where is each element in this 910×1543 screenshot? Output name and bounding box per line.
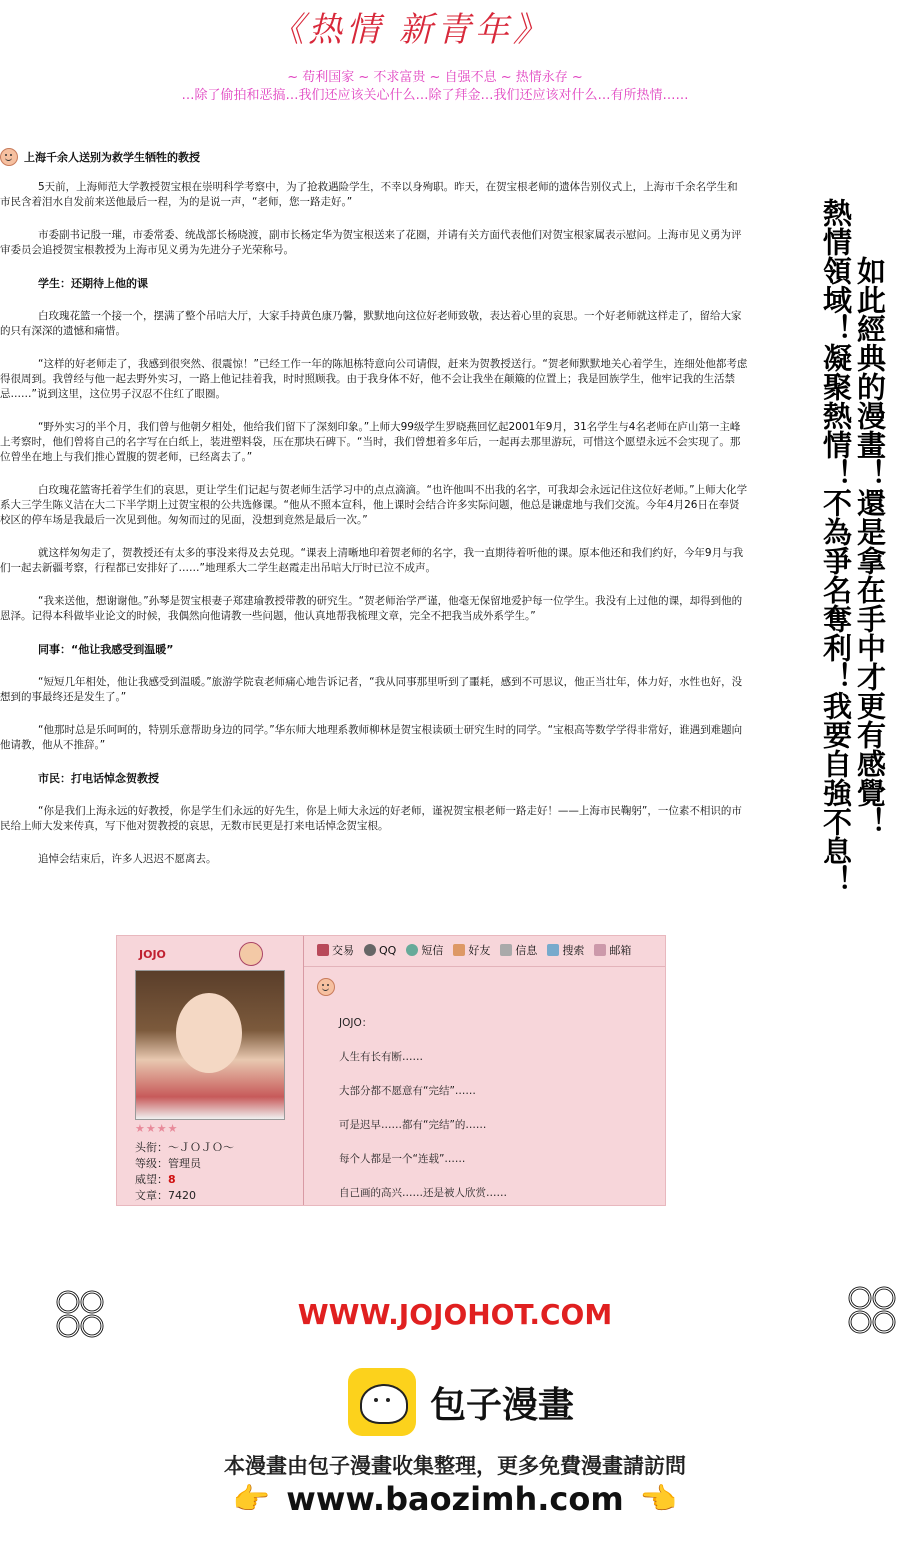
section-heading: 市民：打电话悼念贺教授 (38, 772, 159, 785)
bun-shape (360, 1384, 408, 1424)
toolbar-search[interactable]: 搜索 (547, 942, 584, 958)
post-toolbar (317, 942, 631, 958)
vertical-column-right: 如此經典的漫畫！還是拿在手中才更有感覺！ (853, 256, 887, 836)
info-posts: 文章：7420 (135, 1189, 196, 1202)
info-level: 等级：管理员 (135, 1157, 201, 1170)
section-heading: 学生：还期待上他的课 (38, 277, 148, 290)
post-line: 大部分都不愿意有“完结”…… (339, 1085, 476, 1097)
paragraph: “野外实习的半个月，我们曾与他朝夕相处，他给我们留下了深刻印象。”上师大99级学生罗晓燕回忆起2001年9月，31名学生与4名老师在庐山第一主峰上考察时，他们曾将自己的名字写在白纸上，装进塑料袋，压在那块石碑下。“当时，我们曾想着多年后，一起再去那里游玩，可惜这个愿望永远不会实现了。那位曾坐在地上与我们推心置腹的贺老师，已经离去了。” (0, 421, 741, 463)
paragraph: “短短几年相处，他让我感受到温暖。”旅游学院袁老师痛心地告诉记者，“我从同事那里听到了噩耗，感到不可思议，他正当壮年，体力好，水性也好，没想到的事最终还是发生了。” (0, 676, 743, 703)
paragraph: “我来送他，想谢谢他。”孙琴是贺宝根妻子郑建瑜教授带教的研究生。“贺老师治学严谨，他毫无保留地爱护每一位学生。我没有上过他的课，却得到他的恩泽。记得本科做毕业论文的时候，我偶然向他请教一些问题，他认真地帮我梳理文章，完全不把我当成外系学生。” (0, 595, 743, 622)
brand-name: 包子漫畫 (430, 1384, 575, 1426)
paragraph: 白玫瑰花篮寄托着学生们的哀思，更让学生们记起与贺老师生活学习中的点点滴滴。“也许他叫不出我的名字，可我却会永远记住这位好老师。”上师大化学系大三学生陈义洁在大二下半学期上过贺宝根的公共选修课。“他从不照本宣科，他上课时会结合许多实际问题，他总是谦虚地与我们交流。今年4月26日在奉贤校区的停车场是我最后一次见到他。匆匆而过的见面，没想到竟然是最后一次。” (0, 484, 748, 526)
qq-icon (364, 944, 376, 956)
post-smiley-icon (317, 978, 335, 996)
user-info (135, 1140, 234, 1204)
info-prestige: 威望：8 (135, 1173, 176, 1186)
pointing-hand-icon: 👈 (639, 1481, 678, 1517)
baozi-logo-icon (348, 1368, 416, 1436)
paragraph: “这样的好老师走了，我感到很突然、很震惊！”已经工作一年的陈旭栋特意向公司请假，赶来为贺教授送行。“贺老师默默地关心着学生，连细处他都考虑得很周到。我曾经与他一起去野外实习，一路上他记挂着我，时时照顾我。由于我身体不好，他不会让我坐在颠簸的位置上；我是回族学生，他牢记我的生活禁忌……”说到这里，这位男子汉忍不住红了眼圈。 (0, 358, 748, 400)
toolbar-friend[interactable]: 好友 (453, 942, 490, 958)
toolbar-mail[interactable]: 邮箱 (594, 942, 631, 958)
paragraph: “你是我们上海永远的好教授，你是学生们永远的好先生，你是上师大永远的好老师，谨祝贺宝根老师一路走好！——上海市民鞠躬”，一位素不相识的市民给上师大发来传真，写下他对贺教授的哀思，无数市民更是打来电话悼念贺宝根。 (0, 805, 742, 832)
pointing-hand-icon: 👉 (232, 1481, 271, 1517)
post-line: 每个人都是一个“连载”…… (339, 1153, 466, 1165)
post-username[interactable]: JOJO (139, 948, 166, 961)
article (0, 148, 748, 885)
user-photo (135, 970, 285, 1120)
paragraph: 就这样匆匆走了，贺教授还有太多的事没来得及去兑现。“课表上清晰地印着贺老师的名字，我一直期待着听他的课。原本他还和我们约好，今年9月与我们一起去新疆考察，行程都已安排好了……”地理系大二学生赵霞走出吊唁大厅时已泣不成声。 (0, 547, 744, 574)
post-line: 人生有长有断…… (339, 1051, 423, 1063)
slogan-line-1: ~ 苟利国家 ~ 不求富贵 ~ 自强不息 ~ 热情永存 ~ (287, 70, 583, 85)
section-heading: 同事：“他让我感受到温暖” (38, 643, 174, 656)
article-title-text: 上海千余人送别为救学生牺牲的教授 (24, 150, 200, 164)
toolbar-qq[interactable]: QQ (364, 944, 396, 957)
article-title (0, 148, 748, 166)
footer-notice: 本漫畫由包子漫畫收集整理，更多免費漫畫請訪問 (224, 1454, 686, 1478)
user-avatar-icon (239, 942, 263, 966)
paragraph: “他那时总是乐呵呵的，特别乐意帮助身边的同学。”华东师大地理系教师柳林是贺宝根读硕士研究生时的同学。“宝根高等数学学得非常好，谁遇到难题向他请教，他从不推辞。” (0, 724, 743, 751)
trade-icon (317, 944, 329, 956)
rating-stars: ★★★★ (135, 1122, 179, 1135)
slogan-line-2: …除了偷拍和恶搞…我们还应该关心什么…除了拜金…我们还应该对什么…有所热情…… (181, 88, 689, 103)
panel-divider (303, 936, 304, 1205)
baozi-url[interactable]: www.baozimh.com (286, 1480, 624, 1518)
toolbar-sms[interactable]: 短信 (406, 942, 443, 958)
paragraph: 市委副书记殷一璀，市委常委、统战部长杨晓渡，副市长杨定华为贺宝根送来了花圈，并请有关方面代表他们对贺宝根家属表示慰问。上海市见义勇为评审委员会追授贺宝根教授为上海市见义勇为先进分子光荣称号。 (0, 229, 742, 256)
info-icon (500, 944, 512, 956)
post-line: JOJO： (339, 1017, 373, 1029)
baozi-url-line (0, 1480, 910, 1518)
forum-post-panel (116, 935, 666, 1206)
post-line: 可是迟早……都有“完结”的…… (339, 1119, 487, 1131)
post-content (339, 1006, 507, 1210)
site-url[interactable]: WWW.JOJOHOT.COM (297, 1298, 613, 1331)
paragraph: 5天前，上海师范大学教授贺宝根在崇明科学考察中，为了抢救遇险学生，不幸以身殉职。昨天，在贺宝根老师的遗体告别仪式上，上海市千余名学生和市民含着泪水自发前来送他最后一程，为的是说一声，“老师，您一路走好。” (0, 181, 738, 208)
toolbar-trade[interactable]: 交易 (317, 942, 354, 958)
vertical-slogan (813, 198, 885, 918)
friend-icon (453, 944, 465, 956)
vertical-column-left: 熱情領域！凝聚熱情！不為爭名奪利！我要自強不息！ (819, 198, 853, 894)
message-icon (406, 944, 418, 956)
brand-block (348, 1368, 574, 1436)
photo-face (176, 993, 242, 1073)
mail-icon (594, 944, 606, 956)
post-line: 自己画的高兴……还是被人欣赏…… (339, 1187, 507, 1199)
logo-eye (374, 1398, 378, 1402)
toolbar-info[interactable]: 信息 (500, 942, 537, 958)
page-title: 《热情 新青年》 (270, 10, 551, 50)
toolbar-divider (304, 966, 665, 967)
smiley-icon (0, 148, 18, 166)
info-title: 头衔：～ＪＯＪＯ～ (135, 1141, 234, 1154)
paragraph: 白玫瑰花篮一个接一个，摆满了整个吊唁大厅，大家手持黄色康乃馨，默默地向这位好老师致敬，表达着心里的哀思。一个好老师就这样走了，留给大家的只有深深的遗憾和痛惜。 (0, 310, 742, 337)
logo-eye (386, 1398, 390, 1402)
search-icon (547, 944, 559, 956)
paragraph: 追悼会结束后，许多人迟迟不愿离去。 (38, 853, 217, 865)
